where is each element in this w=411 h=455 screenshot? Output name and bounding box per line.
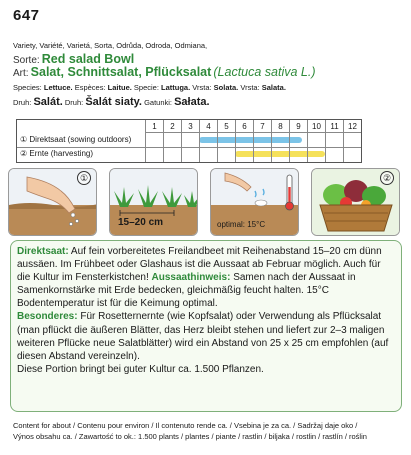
footer-line-2: Výnos obsahu ca. / Zawartość to ok.: 1.500 plants / plantes / piante / rastlin / biljaka / rostlin / rastlín / roślin bbox=[13, 432, 367, 441]
sowing-label: Direktsaat bbox=[29, 135, 66, 144]
month-header-10: 10 bbox=[307, 120, 325, 133]
instructions-box bbox=[10, 240, 402, 412]
druh-label-0: Druh: bbox=[13, 98, 34, 107]
month-column-4 bbox=[199, 133, 217, 162]
month-header-4: 4 bbox=[199, 120, 217, 133]
direktsaat-text: Auf fein vorbereitetes Freilandbeet mit Reihenabstand 15–20 cm dünn aussäen. Im Frühbeet oder Glashaus ist die Aussaat ab Februar möglich. Auch für die Kultur im Fensterkistchen! bbox=[17, 246, 382, 284]
month-column-9 bbox=[289, 133, 307, 162]
aussaathinweis-heading: Aussaathinweis: bbox=[151, 272, 231, 284]
month-column-7 bbox=[253, 133, 271, 162]
month-column-2 bbox=[163, 133, 181, 162]
sorte-value: Red salad Bowl bbox=[41, 52, 135, 66]
germination-picture bbox=[210, 168, 299, 236]
art-latin: (Lactuca sativa L.) bbox=[213, 65, 316, 79]
month-column-3 bbox=[181, 133, 199, 162]
month-column-11 bbox=[325, 133, 343, 162]
species-value-4: Salata. bbox=[261, 83, 286, 92]
month-header-12: 12 bbox=[343, 120, 361, 133]
month-column-10 bbox=[307, 133, 325, 162]
picture-number-2: ② bbox=[380, 171, 394, 185]
species-value-3: Solata. bbox=[213, 83, 239, 92]
species-label-4: Vrsta: bbox=[238, 83, 262, 92]
month-header-1: 1 bbox=[145, 120, 163, 133]
species-value-0: Lettuce. bbox=[43, 83, 73, 92]
picture-number-1: ① bbox=[77, 171, 91, 185]
pictogram-strip bbox=[8, 168, 402, 236]
sowing-picture bbox=[8, 168, 97, 236]
footer-line-1: Content for about / Contenu pour environ / Il contenuto rende ca. / Vsebina je za ca. / Sadržaj daje oko / bbox=[13, 421, 358, 430]
druh-label-1: Druh: bbox=[62, 98, 86, 107]
optimal-temperature-label bbox=[217, 220, 265, 229]
besonderes-text: Für Rosetternernte (wie Kopfsalat) oder Verwendung als Pflücksalat (man pflückt die äußeren Blätter, das Herz bleibt stehen und liefert zur 2–3 maligen weiteren Pflücke neue Salatblätter) wird ein Abstand von 25 x 25 cm empfohlen (auf diesen Abstand vereinzeln). bbox=[17, 311, 389, 362]
harvest-picture bbox=[311, 168, 400, 236]
sorte-row bbox=[13, 52, 134, 66]
month-column-6 bbox=[235, 133, 253, 162]
row-spacing-label: 15–20 cm bbox=[118, 217, 164, 228]
art-label: Art: bbox=[13, 68, 29, 79]
month-header-5: 5 bbox=[217, 120, 235, 133]
month-column-5 bbox=[217, 133, 235, 162]
harvest-label: Ernte bbox=[29, 149, 49, 158]
aussaathinweis-text: Samen nach der Aussaat in Samenkornstärke mit Erde bedecken, gleichmäßig feucht halten. 15°C Bodentemperatur ist für die Keimung optimal. bbox=[17, 272, 356, 310]
month-column-1 bbox=[145, 133, 163, 162]
calendar-row-harvest bbox=[20, 149, 93, 158]
species-label-3: Vrsta: bbox=[190, 83, 214, 92]
variety-languages: Variety, Variété, Varietá, Sorta, Odrůda, Odroda, Odmiana, bbox=[13, 41, 208, 50]
month-header-6: 6 bbox=[235, 120, 253, 133]
species-label-0: Species: bbox=[13, 83, 44, 92]
month-column-8 bbox=[271, 133, 289, 162]
species-value-1: Laitue. bbox=[107, 83, 132, 92]
druh-value-1: Šalát siaty. bbox=[85, 96, 142, 108]
besonderes-heading: Besonderes: bbox=[17, 311, 78, 323]
month-header-2: 2 bbox=[163, 120, 181, 133]
spacing-picture bbox=[109, 168, 198, 236]
sowing-marker: ① bbox=[20, 135, 28, 144]
sowing-note: (sowing outdoors) bbox=[67, 135, 132, 144]
sorte-label: Sorte: bbox=[13, 55, 40, 66]
month-header-3: 3 bbox=[181, 120, 199, 133]
druh-value-2: Sałata. bbox=[174, 96, 210, 108]
druh-value-0: Salát. bbox=[33, 96, 63, 108]
month-header-7: 7 bbox=[253, 120, 271, 133]
month-header-11: 11 bbox=[325, 120, 343, 133]
besonderes-paragraph bbox=[17, 310, 395, 362]
druh-row bbox=[13, 96, 210, 108]
sowing-calendar bbox=[16, 119, 362, 163]
species-value-2: Lattuga. bbox=[161, 83, 191, 92]
druh-label-2: Gatunki: bbox=[141, 98, 175, 107]
month-column-12 bbox=[343, 133, 361, 162]
species-row bbox=[13, 83, 286, 92]
content-footer bbox=[13, 420, 367, 442]
portion-text: Diese Portion bringt bei guter Kultur ca. 1.500 Pflanzen. bbox=[17, 363, 264, 375]
optimal-temperature-text: optimal: 15°C bbox=[217, 220, 266, 229]
harvest-note: (harvesting) bbox=[50, 149, 94, 158]
calendar-row-sowing bbox=[20, 135, 131, 144]
month-header-8: 8 bbox=[271, 120, 289, 133]
instructions-paragraph bbox=[17, 245, 395, 310]
product-code: 647 bbox=[13, 7, 40, 24]
art-row bbox=[13, 65, 316, 79]
species-label-1: Espèces: bbox=[72, 83, 108, 92]
month-header-9: 9 bbox=[289, 120, 307, 133]
direktsaat-heading: Direktsaat: bbox=[17, 246, 69, 257]
species-label-2: Specie: bbox=[131, 83, 162, 92]
harvest-marker: ② bbox=[20, 149, 28, 158]
art-value: Salat, Schnittsalat, Pflücksalat bbox=[30, 65, 212, 79]
